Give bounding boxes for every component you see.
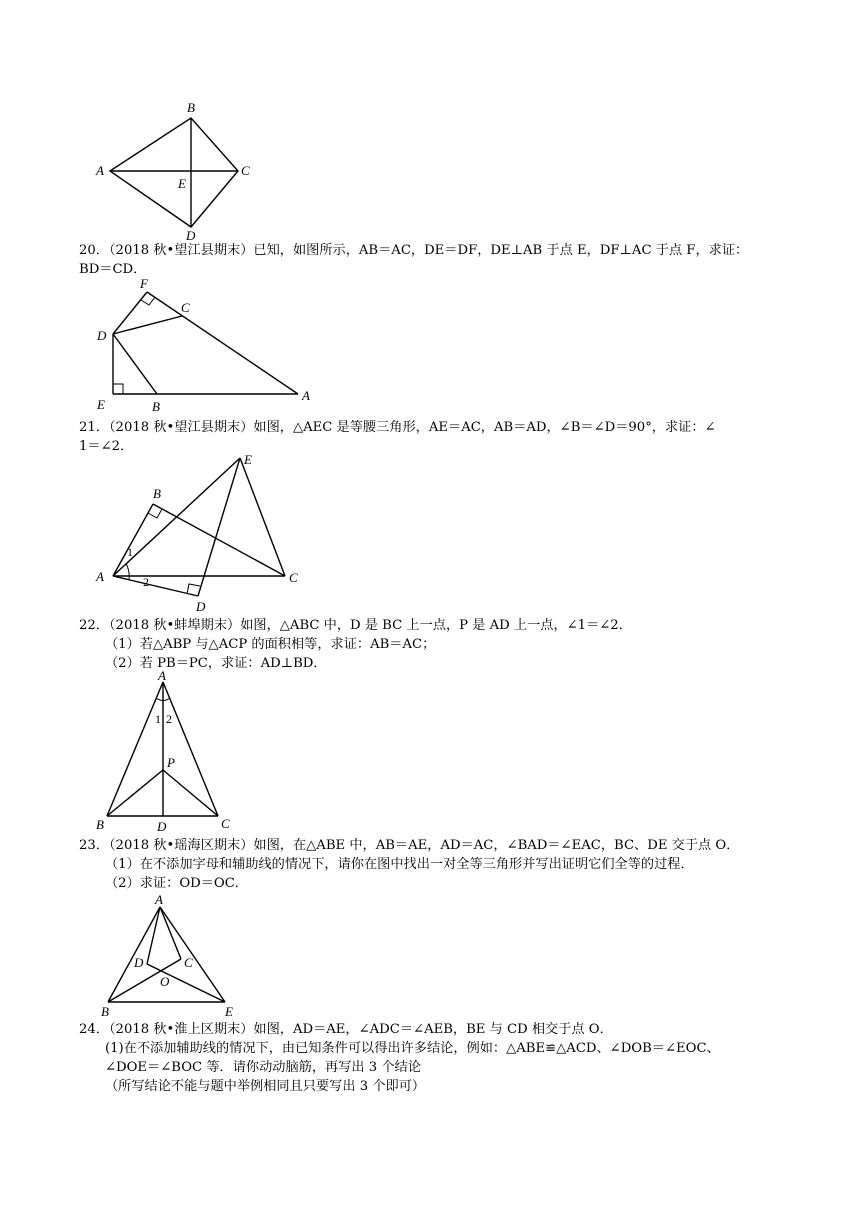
segment-ec [240, 458, 285, 576]
label-c: C [221, 816, 230, 831]
problem-23-part-1: （1）在不添加字母和辅助线的情况下，请你在图中找出一对全等三角形并写出证明它们全等的过程． [105, 857, 694, 872]
segment-bc [153, 504, 285, 576]
segment-ab [113, 504, 153, 576]
problem-22-text-1: 如图，△ABC 中，D 是 BC 上一点，P 是 AD 上一点，∠1＝∠2． [240, 618, 632, 633]
problem-22 [79, 616, 779, 673]
angle-1-label: 1 [127, 545, 133, 559]
angle-2-label: 2 [166, 712, 172, 726]
segment-de [198, 458, 240, 596]
label-d: D [134, 955, 144, 970]
label-d: D [196, 599, 206, 614]
label-c: C [184, 955, 193, 970]
figure-23 [0, 890, 860, 1020]
problem-20-line-1 [79, 241, 779, 260]
segment-fa [147, 292, 298, 394]
segment-pc [163, 770, 218, 816]
problem-23-source: （2018 秋•瑶海区期末） [108, 838, 254, 853]
problem-24-part-1-cont: ∠DOE＝∠BOC 等．请你动动脑筋，再写出 3 个结论 [105, 1060, 421, 1075]
label-f: F [140, 276, 148, 291]
segment-pb [107, 770, 163, 816]
problem-21-text-2: 1＝∠2． [79, 439, 134, 454]
figure-20 [0, 270, 860, 414]
problem-20-text-2: BD＝CD． [79, 262, 147, 277]
problem-23-line-1 [79, 836, 779, 855]
right-angle-d [187, 584, 200, 594]
problem-22-part-2: （2）若 PB＝PC，求证：AD⊥BD． [105, 656, 327, 671]
problem-24-part-1: (1)在不添加辅助线的情况下，由已知条件可以得出许多结论，例如：△ABE≌△ACD、∠DOB＝∠EOC、 [105, 1041, 720, 1056]
label-b: B [96, 817, 104, 832]
problem-24-note: （所写结论不能与题中举例相同且只要写出 3 个即可） [105, 1079, 426, 1094]
problem-20-source: （2018 秋•望江县期末） [108, 243, 254, 258]
label-d: D [97, 328, 107, 343]
problem-24-line-1 [79, 1020, 779, 1039]
problem-21-number: 21． [79, 420, 109, 435]
problem-22-source: （2018 秋•蚌埠期末） [108, 618, 241, 633]
right-angle-f [141, 297, 155, 305]
angle-2-label: 2 [143, 575, 149, 589]
label-e: E [225, 1004, 233, 1019]
figure-19 [0, 0, 860, 245]
segment-df [113, 292, 147, 334]
label-c: C [241, 163, 250, 178]
label-a: A [155, 892, 163, 907]
problem-20-text-1: 已知，如图所示，AB＝AC，DE＝DF，DE⊥AB 于点 E，DF⊥AC 于点 F，求证： [253, 243, 749, 258]
problem-24-text-1: 如图，AD＝AE，∠ADC＝∠AEB，BE 与 CD 相交于点 O． [253, 1022, 613, 1037]
segment-bc [108, 959, 181, 1002]
problem-22-part-1: （1）若△ABP 与△ACP 的面积相等，求证：AB＝AC； [105, 637, 436, 652]
label-b: B [101, 1004, 109, 1019]
segment-ab [107, 682, 163, 816]
label-a: A [96, 163, 104, 178]
label-a: A [158, 668, 166, 683]
segment-db [113, 334, 157, 394]
problem-20-number: 20． [79, 243, 109, 258]
problem-21-source: （2018 秋•望江县期末） [108, 420, 254, 435]
segment-dc [113, 316, 182, 334]
problem-21-text-1: 如图，△AEC 是等腰三角形，AE＝AC，AB＝AD，∠B＝∠D＝90°，求证：∠ [253, 420, 716, 435]
quad-abcd [110, 118, 238, 227]
problem-24-source: （2018 秋•淮上区期末） [108, 1022, 254, 1037]
problem-23-number: 23． [79, 838, 109, 853]
angle-1-label: 1 [155, 712, 161, 726]
problem-21-line-1 [79, 418, 779, 437]
problem-22-number: 22． [79, 618, 109, 633]
problem-23-part-2: （2）求证：OD＝OC． [105, 876, 248, 891]
problem-23 [79, 836, 779, 893]
label-c: C [289, 570, 298, 585]
problem-22-line-1 [79, 616, 779, 635]
label-b: B [187, 100, 195, 115]
label-e: E [97, 397, 105, 412]
figure-22 [0, 670, 860, 835]
figure-21 [0, 450, 860, 620]
right-angle-e [113, 384, 123, 394]
label-a: A [302, 388, 310, 403]
problem-24 [79, 1020, 779, 1096]
label-c: C [181, 300, 190, 315]
segment-ad [147, 907, 160, 964]
problem-24-number: 24． [79, 1022, 109, 1037]
label-p: P [167, 755, 175, 770]
segment-ad [113, 576, 198, 596]
problem-23-text-1: 如图，在△ABE 中，AB＝AE，AD＝AC，∠BAD＝∠EAC，BC、DE 交于点 O． [253, 838, 740, 853]
label-d: D [186, 228, 196, 243]
label-d: D [157, 819, 167, 834]
label-b: B [153, 486, 161, 501]
label-o: O [160, 974, 170, 989]
label-e: E [178, 176, 186, 191]
label-b: B [152, 399, 160, 414]
segment-ac [163, 682, 218, 816]
label-e: E [244, 452, 252, 467]
label-a: A [96, 569, 104, 584]
